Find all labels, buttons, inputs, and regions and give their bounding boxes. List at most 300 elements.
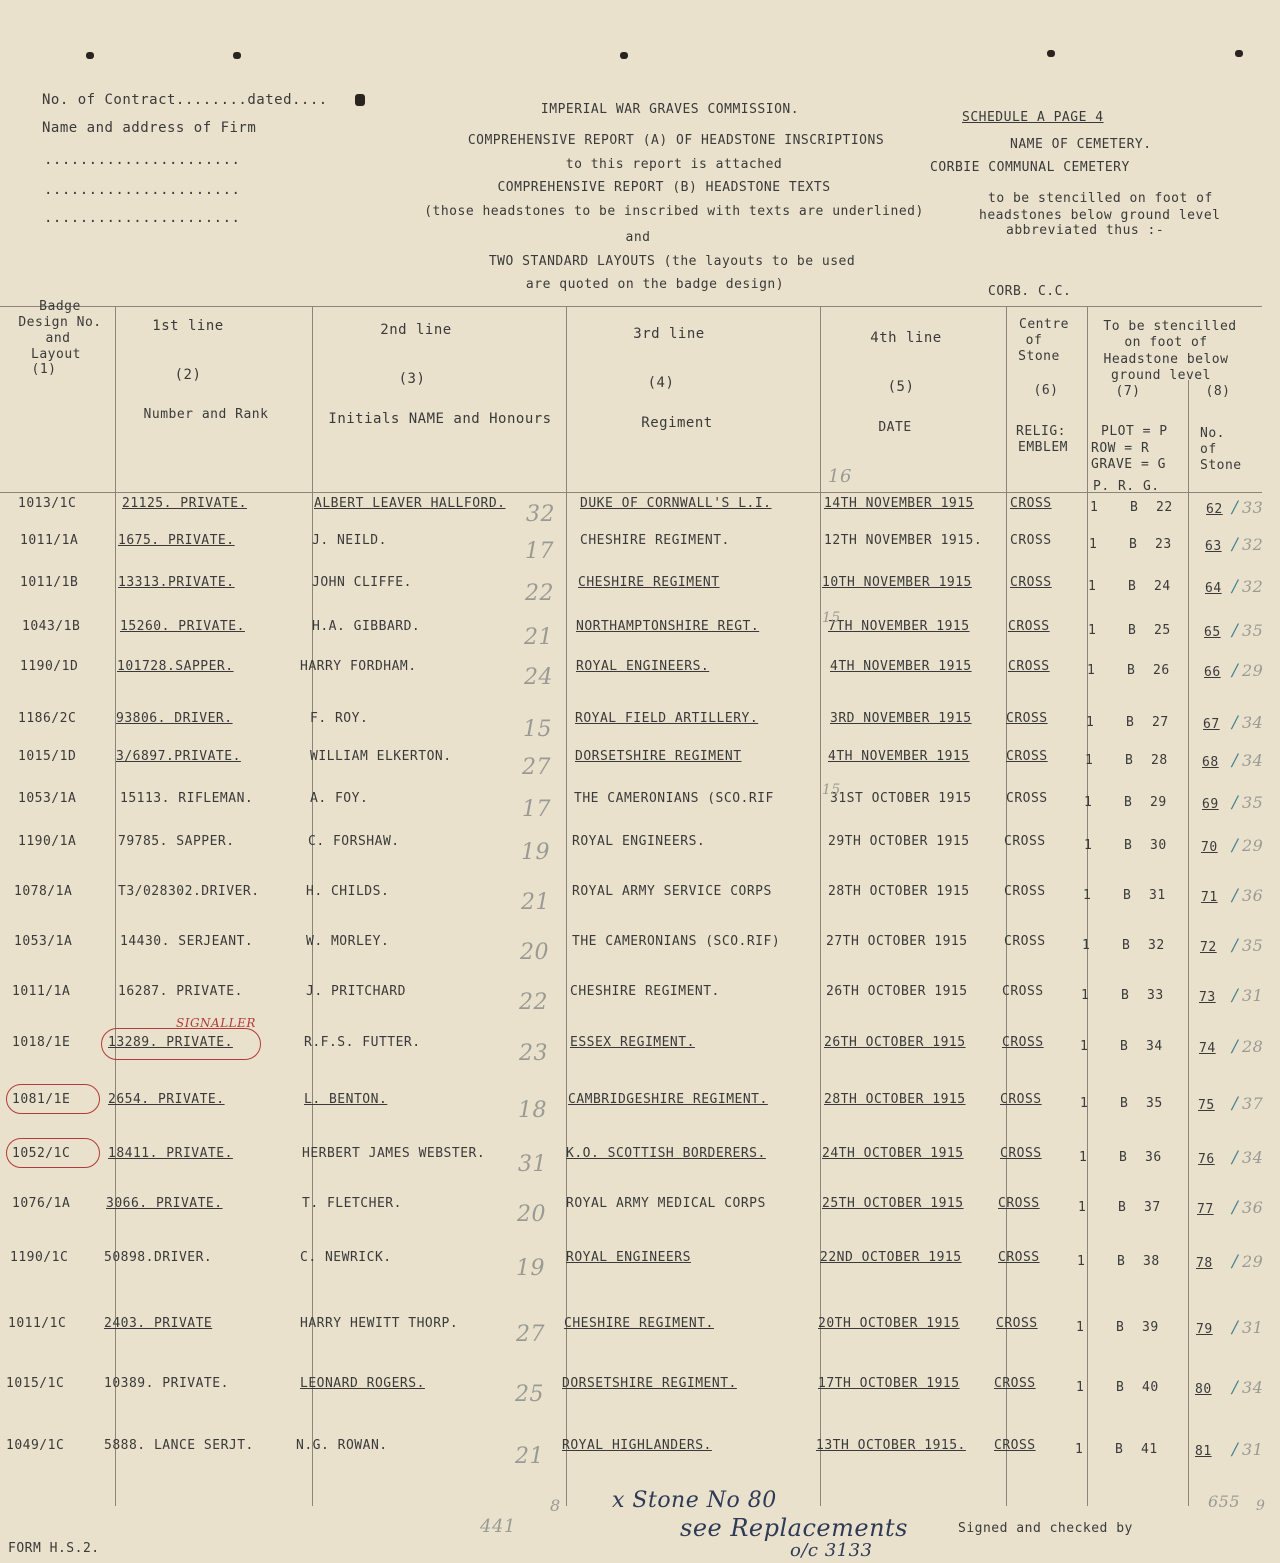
stencil-note-3: abbreviated thus :- (1006, 223, 1165, 238)
firm-label: Name and address of Firm (42, 120, 257, 136)
cemetery-label: NAME OF CEMETERY. (1010, 137, 1152, 152)
cell-age: 20 (520, 940, 549, 965)
cell-regiment: ROYAL HIGHLANDERS. (562, 1438, 712, 1453)
cell-tally: 35 (1242, 793, 1264, 812)
firm-dots: ...................... (44, 182, 241, 198)
cell-emblem: CROSS (1000, 1092, 1042, 1107)
doc-title: IMPERIAL WAR GRAVES COMMISSION. (540, 102, 800, 117)
punch-hole (233, 52, 241, 59)
cell-row: B (1119, 1150, 1128, 1165)
check-icon: / (1232, 713, 1239, 733)
cell-emblem: CROSS (998, 1196, 1040, 1211)
cell-name: C. NEWRICK. (300, 1250, 392, 1265)
cell-number: 15260. PRIVATE. (120, 619, 245, 634)
cell-plot: 1 (1076, 1380, 1085, 1395)
date-correction-note: 15 (822, 610, 841, 626)
cell-regiment: THE CAMERONIANS (SCO.RIF) (572, 934, 781, 949)
cell-stone-number: 76 (1198, 1152, 1215, 1167)
cell-badge: 1011/1A (12, 984, 71, 999)
cell-age: 17 (522, 797, 551, 822)
punch-hole (1047, 50, 1055, 57)
cell-age: 21 (524, 625, 553, 650)
cell-plot: 1 (1084, 838, 1093, 853)
cell-name: C. FORSHAW. (308, 834, 400, 849)
col6-number: (6) (1033, 383, 1059, 398)
cell-grave: 35 (1146, 1096, 1163, 1111)
cell-emblem: CROSS (1006, 749, 1048, 764)
age-tally-mark: 8 (550, 1496, 561, 1515)
cell-badge: 1053/1A (18, 791, 77, 806)
cell-regiment: CHESHIRE REGIMENT. (570, 984, 720, 999)
col7-subheader: ROW = R (1091, 441, 1150, 456)
cell-date: 25TH OCTOBER 1915 (822, 1196, 964, 1211)
check-icon: / (1232, 886, 1239, 906)
cell-number: T3/028302.DRIVER. (118, 884, 260, 899)
cell-row: B (1116, 1320, 1125, 1335)
cell-number: 14430. SERJEANT. (120, 934, 254, 949)
col2-subheader: Number and Rank (143, 407, 269, 422)
cell-date: 17TH OCTOBER 1915 (818, 1376, 960, 1391)
cell-name: JOHN CLIFFE. (312, 575, 412, 590)
cell-number: 93806. DRIVER. (116, 711, 233, 726)
cell-plot: 1 (1075, 1442, 1084, 1457)
cell-date: 28TH OCTOBER 1915 (824, 1092, 966, 1107)
cell-badge: 1190/1C (10, 1250, 69, 1265)
cell-name: H.A. GIBBARD. (312, 619, 421, 634)
col1-number: (1) (31, 362, 57, 377)
check-icon: / (1232, 1378, 1239, 1398)
cell-emblem: CROSS (994, 1438, 1036, 1453)
cell-badge: 1013/1C (18, 496, 77, 511)
cell-number: 79785. SAPPER. (118, 834, 235, 849)
cell-age: 21 (515, 1444, 544, 1469)
check-icon: / (1232, 1148, 1239, 1168)
cell-regiment: ROYAL ARMY SERVICE CORPS (572, 884, 772, 899)
cell-tally: 31 (1242, 1440, 1264, 1459)
cell-plot: 1 (1089, 537, 1098, 552)
cell-row: B (1115, 1442, 1124, 1457)
cell-grave: 34 (1146, 1039, 1163, 1054)
tally-mark: 9 (1256, 1498, 1266, 1514)
cell-grave: 27 (1152, 715, 1169, 730)
signaller-note: SIGNALLER (176, 1016, 256, 1030)
cell-tally: 33 (1242, 498, 1264, 517)
check-icon: / (1232, 793, 1239, 813)
layouts-text: TWO STANDARD LAYOUTS (the layouts to be used (488, 254, 856, 269)
check-icon: / (1232, 836, 1239, 856)
report-b: COMPREHENSIVE REPORT (B) HEADSTONE TEXTS (497, 180, 831, 195)
circle-mark (6, 1084, 100, 1114)
cell-grave: 26 (1153, 663, 1170, 678)
cell-plot: 1 (1088, 579, 1097, 594)
cell-row: B (1127, 663, 1136, 678)
cell-number: 13313.PRIVATE. (118, 575, 235, 590)
cell-tally: 31 (1242, 1318, 1264, 1337)
cell-name: A. FOY. (310, 791, 369, 806)
check-icon: / (1232, 1318, 1239, 1338)
cell-stone-number: 66 (1204, 665, 1221, 680)
cell-emblem: CROSS (1002, 984, 1044, 999)
date-correction-note: 15 (822, 782, 841, 798)
cell-badge: 1011/1B (20, 575, 79, 590)
cell-age: 27 (516, 1322, 545, 1347)
cell-name: L. BENTON. (304, 1092, 388, 1107)
cell-number: 13289. PRIVATE. (108, 1035, 233, 1050)
col7-header: ground level (1111, 368, 1211, 383)
cell-row: B (1120, 1096, 1129, 1111)
check-icon: / (1232, 535, 1239, 555)
cell-plot: 1 (1083, 888, 1092, 903)
cell-stone-number: 68 (1202, 755, 1219, 770)
contract-line: No. of Contract........dated.... (42, 92, 328, 108)
col6-header: Centre (1019, 317, 1069, 332)
cell-plot: 1 (1080, 1096, 1089, 1111)
cell-regiment: ESSEX REGIMENT. (570, 1035, 695, 1050)
cell-grave: 29 (1150, 795, 1167, 810)
cell-stone-number: 73 (1199, 990, 1216, 1005)
cell-tally: 34 (1242, 1148, 1264, 1167)
cell-badge: 1011/1C (8, 1316, 67, 1331)
cell-number: 1675. PRIVATE. (118, 533, 235, 548)
cell-row: B (1117, 1254, 1126, 1269)
cell-name: H. CHILDS. (306, 884, 390, 899)
cell-number: 21125. PRIVATE. (122, 496, 247, 511)
cell-tally: 32 (1242, 535, 1264, 554)
cell-grave: 31 (1149, 888, 1166, 903)
cell-grave: 38 (1143, 1254, 1160, 1269)
cell-number: 101728.SAPPER. (117, 659, 234, 674)
stencil-note-1: to be stencilled on foot of (988, 191, 1213, 206)
table-top-rule (0, 306, 1262, 307)
cell-name: W. MORLEY. (306, 934, 390, 949)
report-attached: to this report is attached (565, 157, 783, 172)
cell-grave: 41 (1141, 1442, 1158, 1457)
cell-date: 14TH NOVEMBER 1915 (824, 496, 974, 511)
cell-age: 18 (518, 1098, 547, 1123)
cell-tally: 29 (1242, 836, 1264, 855)
cell-regiment: DUKE OF CORNWALL'S L.I. (580, 496, 772, 511)
cell-grave: 24 (1154, 579, 1171, 594)
cell-plot: 1 (1080, 1039, 1089, 1054)
cell-tally: 35 (1242, 621, 1264, 640)
col1-header: Badge (39, 299, 81, 314)
date-correction-note: 16 (828, 466, 852, 487)
cell-emblem: CROSS (1002, 1035, 1044, 1050)
cell-age: 17 (525, 539, 554, 564)
cell-plot: 1 (1081, 988, 1090, 1003)
cell-badge: 1078/1A (14, 884, 73, 899)
cell-regiment: THE CAMERONIANS (SCO.RIF (574, 791, 774, 806)
cell-date: 12TH NOVEMBER 1915. (824, 533, 983, 548)
cell-row: B (1130, 500, 1139, 515)
cell-grave: 40 (1142, 1380, 1159, 1395)
cell-grave: 33 (1147, 988, 1164, 1003)
cell-name: J. NEILD. (312, 533, 387, 548)
cell-tally: 29 (1242, 1252, 1264, 1271)
cell-number: 3/6897.PRIVATE. (116, 749, 241, 764)
cell-stone-number: 74 (1199, 1041, 1216, 1056)
check-icon: / (1232, 498, 1239, 518)
cell-emblem: CROSS (1004, 834, 1046, 849)
cell-date: 7TH NOVEMBER 1915 (828, 619, 970, 634)
check-icon: / (1232, 621, 1239, 641)
col2-number: (2) (174, 367, 202, 383)
form-number: FORM H.S.2. (8, 1541, 100, 1556)
cell-name: HARRY HEWITT THORP. (300, 1316, 459, 1331)
cell-row: B (1123, 888, 1132, 903)
cell-row: B (1124, 795, 1133, 810)
cell-grave: 25 (1154, 623, 1171, 638)
cell-grave: 22 (1156, 500, 1173, 515)
cell-stone-number: 71 (1201, 890, 1218, 905)
col7-header: To be stencilled (1103, 319, 1237, 334)
table-header-rule (0, 492, 1262, 493)
cell-name: F. ROY. (310, 711, 369, 726)
cell-regiment: ROYAL ENGINEERS. (572, 834, 706, 849)
cell-regiment: ROYAL ENGINEERS (566, 1250, 691, 1265)
cell-badge: 1052/1C (12, 1146, 71, 1161)
cell-age: 31 (518, 1152, 547, 1177)
cell-regiment: ROYAL ARMY MEDICAL CORPS (566, 1196, 766, 1211)
age-total: 441 (480, 1516, 516, 1537)
col6-subheader: EMBLEM (1018, 440, 1068, 455)
cell-age: 23 (519, 1041, 548, 1066)
cell-age: 27 (522, 755, 551, 780)
col7-header: Headstone below (1103, 352, 1229, 367)
cell-row: B (1116, 1380, 1125, 1395)
cell-tally: 34 (1242, 1378, 1264, 1397)
cell-tally: 29 (1242, 661, 1264, 680)
col4-header: 3rd line (633, 326, 705, 342)
col8-subheader: of (1200, 442, 1217, 457)
cell-regiment: CAMBRIDGESHIRE REGIMENT. (568, 1092, 768, 1107)
cell-date: 26TH OCTOBER 1915 (824, 1035, 966, 1050)
col6-subheader: RELIG: (1016, 424, 1066, 439)
cell-number: 2403. PRIVATE (104, 1316, 213, 1331)
cell-row: B (1121, 988, 1130, 1003)
report-a: COMPREHENSIVE REPORT (A) OF HEADSTONE INSCRIPTIONS (467, 133, 885, 148)
col5-header: 4th line (870, 330, 942, 346)
cell-date: 10TH NOVEMBER 1915 (822, 575, 972, 590)
check-icon: / (1232, 1252, 1239, 1272)
cell-grave: 30 (1150, 838, 1167, 853)
cell-badge: 1190/1A (18, 834, 77, 849)
cell-date: 27TH OCTOBER 1915 (826, 934, 968, 949)
cell-name: HERBERT JAMES WEBSTER. (302, 1146, 486, 1161)
check-icon: / (1232, 986, 1239, 1006)
check-icon: / (1232, 1094, 1239, 1114)
punch-hole (620, 52, 628, 59)
col7-subheader: PLOT = P (1101, 424, 1168, 439)
cell-date: 29TH OCTOBER 1915 (828, 834, 970, 849)
cell-row: B (1126, 715, 1135, 730)
schedule-label: SCHEDULE A PAGE 4 (962, 110, 1104, 125)
circle-mark (6, 1138, 100, 1168)
col3-number: (3) (398, 371, 426, 387)
cell-regiment: DORSETSHIRE REGIMENT (575, 749, 742, 764)
cell-row: B (1129, 537, 1138, 552)
underlined-note: (those headstones to be inscribed with texts are underlined) (424, 204, 924, 219)
cell-badge: 1186/2C (18, 711, 77, 726)
cell-emblem: CROSS (1004, 884, 1046, 899)
cell-stone-number: 77 (1197, 1202, 1214, 1217)
cell-plot: 1 (1078, 1200, 1087, 1215)
cell-regiment: K.O. SCOTTISH BORDERERS. (566, 1146, 766, 1161)
cell-stone-number: 78 (1196, 1256, 1213, 1271)
cell-badge: 1043/1B (22, 619, 81, 634)
cell-date: 20TH OCTOBER 1915 (818, 1316, 960, 1331)
check-icon: / (1232, 1037, 1239, 1057)
cell-tally: 34 (1242, 713, 1264, 732)
cell-grave: 36 (1145, 1150, 1162, 1165)
firm-dots: ...................... (44, 152, 241, 168)
cell-row: B (1120, 1039, 1129, 1054)
tally-total: 655 (1208, 1492, 1241, 1511)
cell-date: 4TH NOVEMBER 1915 (828, 749, 970, 764)
cell-age: 15 (523, 717, 552, 742)
cell-age: 21 (521, 890, 550, 915)
cell-emblem: CROSS (1008, 659, 1050, 674)
col5-number: (5) (887, 379, 915, 395)
cell-age: 32 (526, 502, 555, 527)
punch-hole (86, 52, 94, 59)
cell-emblem: CROSS (994, 1376, 1036, 1391)
and-text: and (625, 230, 651, 245)
cell-badge: 1053/1A (14, 934, 73, 949)
col1-header: Layout (31, 347, 81, 362)
check-icon: / (1232, 1198, 1239, 1218)
cell-regiment: CHESHIRE REGIMENT (578, 575, 720, 590)
cell-name: ALBERT LEAVER HALLFORD. (314, 496, 506, 511)
cell-stone-number: 69 (1202, 797, 1219, 812)
cell-name: J. PRITCHARD (306, 984, 406, 999)
cell-emblem: CROSS (1006, 711, 1048, 726)
cell-grave: 28 (1151, 753, 1168, 768)
cell-row: B (1122, 938, 1131, 953)
cell-name: HARRY FORDHAM. (300, 659, 417, 674)
col1-header: Design No. (18, 315, 102, 330)
cell-tally: 35 (1242, 936, 1264, 955)
cell-age: 19 (516, 1256, 545, 1281)
cell-stone-number: 81 (1195, 1444, 1212, 1459)
cell-date: 3RD NOVEMBER 1915 (830, 711, 972, 726)
cell-row: B (1118, 1200, 1127, 1215)
check-icon: / (1232, 661, 1239, 681)
cell-name: WILLIAM ELKERTON. (310, 749, 452, 764)
cell-plot: 1 (1088, 623, 1097, 638)
cell-badge: 1076/1A (12, 1196, 71, 1211)
cell-plot: 1 (1087, 663, 1096, 678)
cell-grave: 39 (1142, 1320, 1159, 1335)
col7-subheader: P. R. G. (1093, 479, 1160, 494)
cell-tally: 36 (1242, 1198, 1264, 1217)
cell-badge: 1015/1C (6, 1376, 65, 1391)
cell-stone-number: 67 (1203, 717, 1220, 732)
cell-badge: 1011/1A (20, 533, 79, 548)
cell-stone-number: 80 (1195, 1382, 1212, 1397)
firm-dots: ...................... (44, 210, 241, 226)
check-icon: / (1232, 1440, 1239, 1460)
cell-stone-number: 70 (1201, 840, 1218, 855)
col6-header: Stone (1018, 349, 1060, 364)
check-icon: / (1232, 751, 1239, 771)
cell-plot: 1 (1076, 1320, 1085, 1335)
punch-hole (1235, 50, 1243, 57)
cell-number: 5888. LANCE SERJT. (104, 1438, 254, 1453)
col8-subheader: Stone (1200, 458, 1242, 473)
cell-plot: 1 (1090, 500, 1099, 515)
cell-badge: 1018/1E (12, 1035, 71, 1050)
col-divider (1087, 306, 1088, 1506)
cell-emblem: CROSS (1006, 791, 1048, 806)
cell-name: R.F.S. FUTTER. (304, 1035, 421, 1050)
cell-date: 31ST OCTOBER 1915 (830, 791, 972, 806)
circle-mark (101, 1028, 261, 1060)
quoted-text: are quoted on the badge design) (525, 277, 785, 292)
cell-age: 25 (515, 1382, 544, 1407)
cell-regiment: NORTHAMPTONSHIRE REGT. (576, 619, 760, 634)
cell-age: 24 (524, 665, 553, 690)
replacement-note: see Replacements (680, 1514, 908, 1542)
cell-date: 24TH OCTOBER 1915 (822, 1146, 964, 1161)
cell-stone-number: 75 (1198, 1098, 1215, 1113)
cemetery-name: CORBIE COMMUNAL CEMETERY (930, 160, 1130, 175)
col8-subheader: No. (1200, 426, 1225, 441)
cell-stone-number: 62 (1206, 502, 1223, 517)
check-icon: / (1232, 577, 1239, 597)
cell-name: N.G. ROWAN. (296, 1438, 388, 1453)
cell-name: LEONARD ROGERS. (300, 1376, 425, 1391)
cell-date: 22ND OCTOBER 1915 (820, 1250, 962, 1265)
stone-note: x Stone No 80 (612, 1488, 777, 1513)
cell-stone-number: 63 (1205, 539, 1222, 554)
cell-plot: 1 (1077, 1254, 1086, 1269)
cell-date: 13TH OCTOBER 1915. (816, 1438, 966, 1453)
col5-subheader: DATE (878, 420, 912, 435)
cell-number: 2654. PRIVATE. (108, 1092, 225, 1107)
cell-tally: 28 (1242, 1037, 1264, 1056)
cell-stone-number: 65 (1204, 625, 1221, 640)
cell-grave: 37 (1144, 1200, 1161, 1215)
check-icon: / (1232, 936, 1239, 956)
cell-emblem: CROSS (1010, 496, 1052, 511)
cell-badge: 1081/1E (12, 1092, 71, 1107)
col7-number: (7) (1115, 384, 1141, 399)
cell-date: 4TH NOVEMBER 1915 (830, 659, 972, 674)
cell-number: 3066. PRIVATE. (106, 1196, 223, 1211)
cell-row: B (1128, 579, 1137, 594)
cell-stone-number: 72 (1200, 940, 1217, 955)
cell-number: 18411. PRIVATE. (108, 1146, 233, 1161)
cell-tally: 37 (1242, 1094, 1264, 1113)
cell-regiment: DORSETSHIRE REGIMENT. (562, 1376, 737, 1391)
cell-badge: 1190/1D (20, 659, 79, 674)
cell-emblem: CROSS (1010, 533, 1052, 548)
col1-header: and (45, 331, 71, 346)
cell-plot: 1 (1082, 938, 1091, 953)
abbreviation: CORB. C.C. (988, 284, 1072, 299)
cell-date: 26TH OCTOBER 1915 (826, 984, 968, 999)
cell-date: 28TH OCTOBER 1915 (828, 884, 970, 899)
reference-note: o/c 3133 (790, 1540, 873, 1561)
col2-header: 1st line (152, 318, 224, 334)
col7-subheader: GRAVE = G (1091, 457, 1166, 472)
signature-label: Signed and checked by (958, 1521, 1133, 1536)
cell-plot: 1 (1084, 795, 1093, 810)
cell-age: 22 (525, 581, 554, 606)
cell-tally: 31 (1242, 986, 1264, 1005)
cell-regiment: CHESHIRE REGIMENT. (580, 533, 730, 548)
